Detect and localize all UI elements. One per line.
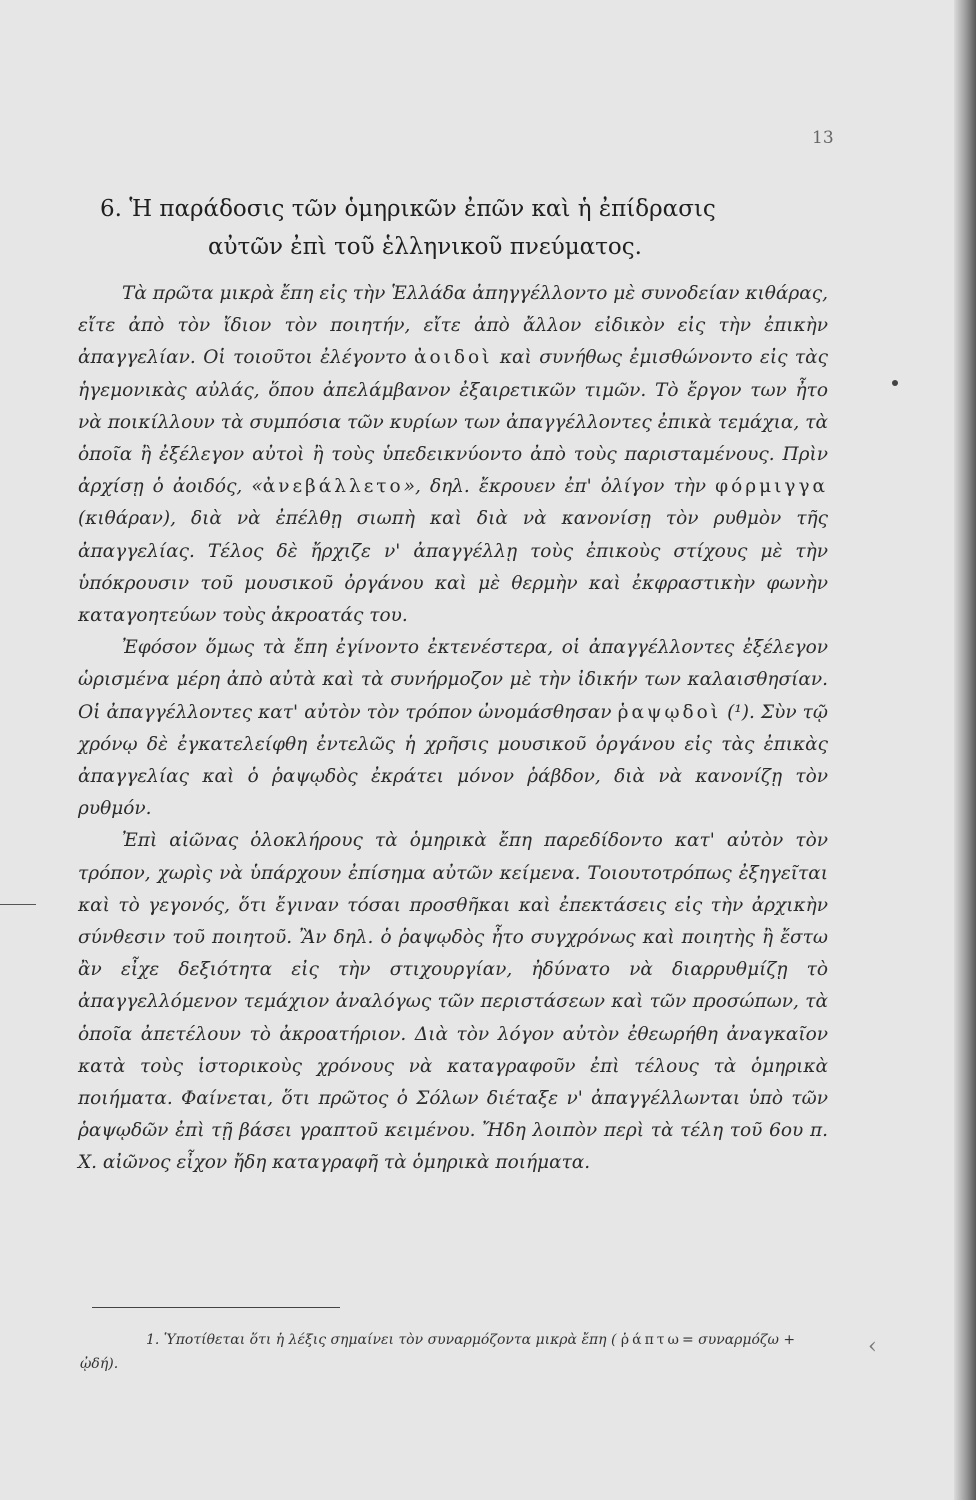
paragraph-3-text: Ἐπὶ αἰῶνας ὁλοκλήρους τὰ ὁμηρικὰ ἔπη παρεδίδοντο κατ' αὐτὸν τὸν τρόπον, χωρὶς νὰ ὑπάρχουν ἐπίσημα αὐτῶν κείμενα. Τοιουτοτρόπως ἐξηγεῖται καὶ τὸ γεγονός, ὅτι ἔγιναν τόσαι προσθῆκαι καὶ ἐπεκτάσεις εἰς τὴν ἀρχικὴν σύνθεσιν τοῦ ποιητοῦ. Ἂν δηλ. ὁ ῥαψῳδὸς ἦτο συγχρόνως καὶ ποιητὴς ἢ ἔστω ἂν εἶχε δεξιότητα εἰς τὴν στιχουργίαν, ἠδύνατο νὰ διαρρυθμίζῃ τὸ ἀπαγγελλόμενον τεμάχιον ἀναλόγως τῶν περιστάσεων καὶ τῶν προσώπων, τὰ ὁποῖα ἀπετέλουν τὸ ἀκροατήριον. Διὰ τὸν λόγον αὐτὸν ἐθεωρήθη ἀναγκαῖον κατὰ τοὺς ἱστορικοὺς χρόνους νὰ καταγραφοῦν ἐπὶ τέλους τὰ ὁμηρικὰ ποιήματα. Φαίνεται, ὅτι πρῶτος ὁ Σόλων διέταξε ν' ἀπαγγέλλωνται ὑπὸ τῶν ῥαψῳδῶν ἐπὶ τῇ βάσει γραπτοῦ κειμένου. Ἤδη λοιπὸν περὶ τὰ τέλη τοῦ 6ου π. Χ. αἰῶνος εἶχον ἤδη καταγραφῆ τὰ ὁμηρικὰ ποιήματα. — [78, 830, 828, 1174]
footnote-text-b: = συναρμόζω + ᾠδή). — [80, 1332, 796, 1372]
margin-mark — [0, 904, 36, 905]
page-edge-shadow — [954, 0, 976, 1500]
heading-line-2: αὐτῶν ἐπὶ τοῦ ἑλληνικοῦ πνεύματος. — [208, 234, 642, 260]
paragraph-1 — [78, 278, 828, 632]
term-rhapsodoi: ῥαψῳδοὶ — [617, 701, 722, 723]
footnote-term: ῥάπτω — [620, 1332, 682, 1348]
paragraph-1-text-d: (κιθάραν), διὰ νὰ ἐπέλθῃ σιωπὴ καὶ διὰ νὰ κανονίσῃ τὸν ρυθμὸν τῆς ἀπαγγελίας. Τέλος δὲ ἤρχιζε ν' ἀπαγγέλλῃ τοὺς ἐπικοὺς στίχους μὲ τὴν ὑπόκρουσιν τοῦ μουσικοῦ ὀργάνου καὶ μὲ θερμὴν καὶ ἐκφραστικὴν φωνὴν καταγοητεύων τοὺς ἀκροατάς του. — [78, 508, 828, 627]
footnote-text-a: 1. Ὑποτίθεται ὅτι ἡ λέξις σημαίνει τὸν συναρμόζοντα μικρὰ ἔπη ( — [146, 1332, 621, 1348]
paragraph-2 — [78, 632, 828, 825]
paragraph-1-text-a: Τὰ πρῶτα μικρὰ ἔπη εἰς τὴν Ἑλλάδα ἀπηγγέλλοντο μὲ συνοδείαν κιθάρας, εἴτε ἀπὸ τὸν ἴδιον τὸν ποιητήν, εἴτε ἀπὸ ἄλλον εἰδικὸν εἰς τὴν ἐπικὴν ἀπαγγελίαν. Οἱ τοιοῦτοι ἐλέγοντο — [78, 283, 828, 369]
margin-pencil-mark: ‹ — [868, 1334, 877, 1359]
term-anevalleto: ἀνεβάλλετο — [262, 476, 404, 498]
paragraph-2-text-a: Ἐφόσον ὅμως τὰ ἔπη ἐγίνοντο ἐκτενέστερα, οἱ ἀπαγγέλλοντες ἐξέλεγον ὡρισμένα μέρη ἀπὸ αὐτὰ καὶ τὰ συνήρμοζον μὲ τὴν ἰδικήν των καλαισθησίαν. Οἱ ἀπαγγέλλοντες κατ' αὐτὸν τὸν τρόπον ὠνομάσθησαν — [78, 637, 828, 723]
paragraph-1-text-c: », δηλ. ἔκρουεν ἐπ' ὀλίγον τὴν — [403, 476, 716, 498]
section-heading — [100, 190, 850, 266]
footnote — [80, 1328, 820, 1376]
margin-dot — [892, 380, 898, 386]
paragraph-2-text-b: (¹). Σὺν τῷ χρόνῳ δὲ ἐγκατελείφθη ἐντελῶς ἡ χρῆσις μουσικοῦ ὀργάνου εἰς τὰς ἐπικὰς ἀπαγγελίας καὶ ὁ ῥαψῳδὸς ἐκράτει μόνον ῥάβδον, διὰ νὰ κανονίζῃ τὸν ρυθμόν. — [78, 701, 828, 820]
paragraph-1-text-b: καὶ συνήθως ἐμισθώνοντο εἰς τὰς ἡγεμονικὰς αὐλάς, ὅπου ἀπελάμβανον ἐξαιρετικῶν τιμῶν. Τὸ ἔργον των ἦτο νὰ ποικίλλουν τὰ συμπόσια τῶν κυρίων των ἀπαγγέλλοντες ἐπικὰ τεμάχια, τὰ ὁποῖα ἢ ἐξέλεγον αὐτοὶ ἢ τοὺς ὑπεδεικνύοντο ἀπὸ τοὺς παρισταμένους. Πρὶν ἀρχίσῃ ὁ ἀοιδός, « — [78, 347, 829, 498]
paragraph-3 — [78, 825, 828, 1179]
body-text — [78, 278, 828, 1180]
footnote-rule — [92, 1307, 340, 1308]
term-phorminx: φόρμιγγα — [715, 476, 828, 498]
term-aoidoi: ἀοιδοὶ — [414, 347, 493, 369]
page-number: 13 — [812, 128, 834, 148]
footnote-1 — [80, 1328, 820, 1376]
heading-line-1: 6. Ἡ παράδοσις τῶν ὁμηρικῶν ἐπῶν καὶ ἡ ἐπίδρασις — [100, 196, 716, 222]
